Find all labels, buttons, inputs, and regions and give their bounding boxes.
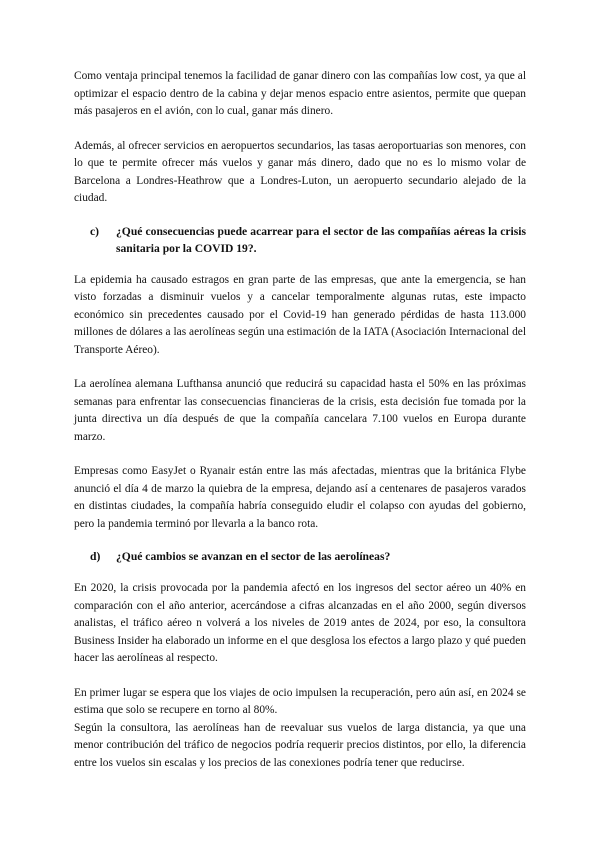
heading-c-text: ¿Qué consecuencias puede acarrear para el sector de las compañías aéreas la crisis sanitaria por la COVID 19?.	[116, 224, 526, 255]
spacer	[74, 257, 526, 272]
heading-d-text: ¿Qué cambios se avanzan en el sector de las aerolíneas?	[116, 550, 391, 563]
paragraph-low-cost-advantage: Como ventaja principal tenemos la facilidad de ganar dinero con las compañías low cost, ya que al optimizar el espacio dentro de la cabina y dejar menos espacio entre asientos, permite que quepan más pasajeros en el avión, con lo cual, ganar más dinero.	[74, 70, 526, 117]
spacer	[74, 359, 526, 376]
paragraph-2020-revenue: En 2020, la crisis provocada por la pandemia afectó en los ingresos del sector aéreo un 40% en comparación con el año anterior, acercándose a cifras alcanzadas en el año 2000, según diversos analistas, el tráfico aéreo n volverá a los niveles de 2019 antes de 2024, por eso, la consultora Business Insider ha elaborado un informe en el que desglosa los efectos a largo plazo y qué pueden hacer las aerolíneas al respecto.	[74, 582, 526, 664]
paragraph-epidemic-impact: La epidemia ha causado estragos en gran parte de las empresas, que ante la emergencia, se han visto forzadas a disminuir vuelos y a cancelar temporalmente algunas rutas, este impacto económico sin precedentes causado por el Covid-19 han generado pérdidas de hasta 113.000 millones de dólares a las aerolíneas según una estimación de la IATA (Asociación Internacional del Transporte Aéreo).	[74, 273, 526, 356]
spacer	[74, 533, 526, 548]
heading-c-letter: c)	[90, 224, 100, 238]
paragraph-leisure-travel: En primer lugar se espera que los viajes de ocio impulsen la recuperación, pero aún así, en 2024 se estima que solo se recupere en torno al 80%.	[74, 686, 526, 716]
paragraph-long-haul: Según la consultora, las aerolíneas han de reevaluar sus vuelos de larga distancia, ya que una menor contribución del tráfico de negocios podría requerir precios distintos, por ello, la diferencia entre los vuelos sin escalas y los precios de las conexiones podría tener que reducirse.	[74, 721, 526, 769]
paragraph-lufthansa: La aerolínea alemana Lufthansa anunció que reducirá su capacidad hasta el 50% en las próximas semanas para enfrentar las consecuencias financieras de la crisis, esta decisión fue tomada por la junta directiva un día después de que la compañía cancelara 7.100 vuelos en Europa durante marzo.	[74, 378, 526, 443]
heading-d	[74, 548, 526, 565]
heading-d-letter: d)	[90, 550, 101, 563]
spacer	[74, 121, 526, 138]
paragraph-affected-companies: Empresas como EasyJet o Ryanair están entre las más afectadas, mientras que la británica Flybe anunció el día 4 de marzo la quiebra de la empresa, dejando así a centenares de pasajeros varados en distintas ciudades, la compañía habría conseguido eludir el colapso con ayudas del gobierno, pero la pandemia terminó por llevarla a la banco rota.	[74, 465, 526, 530]
spacer	[74, 565, 526, 580]
spacer	[74, 668, 526, 685]
paragraph-secondary-airports: Además, al ofrecer servicios en aeropuertos secundarios, las tasas aeroportuarias son menores, con lo que te permite ofrecer más vuelos y ganar más dinero, dado que no es lo mismo volar de Barcelona a Londres-Heathrow que a Londres-Luton, un aeropuerto secundario alejado de la ciudad.	[74, 139, 526, 204]
heading-c	[74, 223, 526, 257]
spacer	[74, 446, 526, 463]
spacer	[74, 208, 526, 223]
